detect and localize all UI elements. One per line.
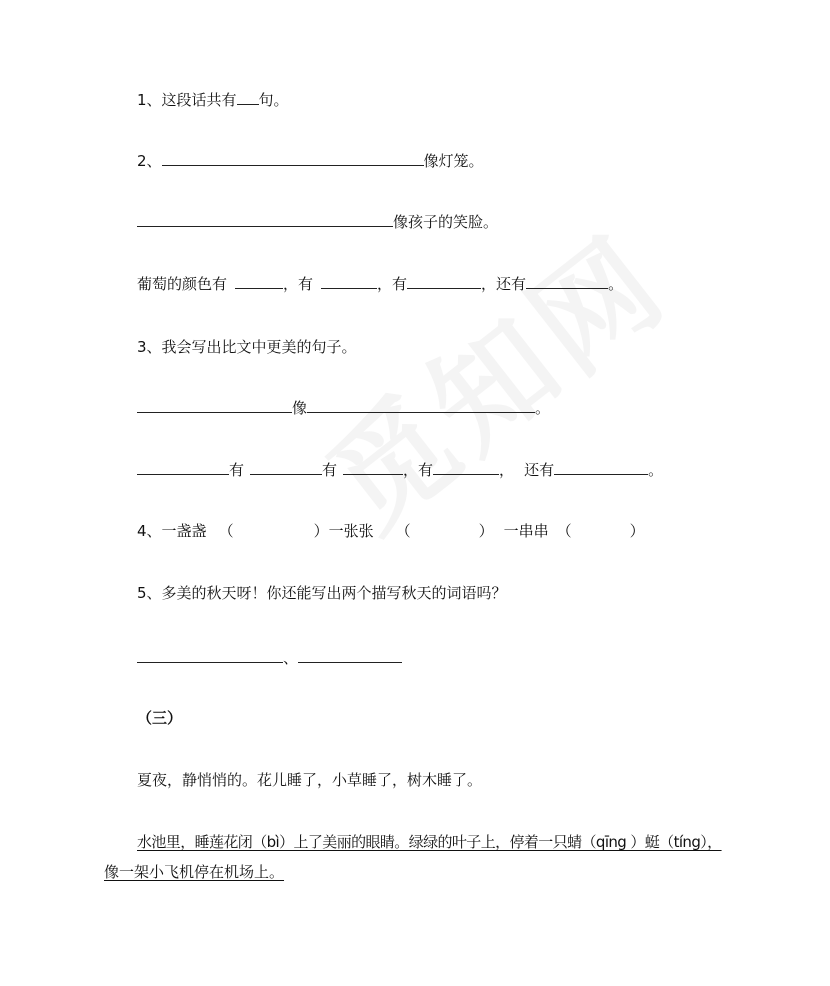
- q5-blank-1[interactable]: [137, 648, 283, 663]
- q3-blank-5[interactable]: [343, 460, 403, 475]
- q3-you-2: 有: [322, 461, 338, 479]
- q3-blank-2[interactable]: [307, 398, 535, 413]
- passage-paragraph-2-line-1: 水池里，睡莲花闭（bì）上了美丽的眼睛。绿绿的叶子上，停着一只蜻（qīng ）蜓（tíng），: [137, 833, 722, 851]
- q3-end: 。: [535, 399, 551, 417]
- grape-colors-line: [137, 274, 623, 294]
- q2-end-2: 像孩子的笑脸。: [393, 213, 499, 231]
- question-5-answers: [137, 648, 402, 668]
- q3-blank-3[interactable]: [137, 460, 229, 475]
- q3-blank-1[interactable]: [137, 398, 292, 413]
- q4-word-1: 一盏盏: [161, 522, 207, 540]
- q3-sep: ，: [499, 461, 515, 479]
- q3-haiyou: 还有: [524, 461, 555, 479]
- q1-text-a: 1、这段话共有: [137, 91, 237, 109]
- grape-blank-3[interactable]: [407, 274, 481, 289]
- grape-t3: ，有: [377, 275, 408, 293]
- q3-xiang: 像: [292, 399, 308, 417]
- q3-you-1: 有: [229, 461, 245, 479]
- q4-lparen-3: （: [556, 522, 572, 540]
- question-5-title: 5、多美的秋天呀！你还能写出两个描写秋天的词语吗？: [137, 584, 507, 602]
- q1-text-b: 句。: [258, 91, 289, 109]
- q5-blank-2[interactable]: [298, 648, 402, 663]
- question-3-title: 3、我会写出比文中更美的句子。: [137, 338, 357, 356]
- q4-word-3: 一串串: [503, 522, 549, 540]
- passage-paragraph-2-line-2: 像一架小飞机停在机场上。: [104, 863, 285, 881]
- q4-rparen-1: ）: [313, 522, 329, 540]
- q4-rparen-2: ）: [478, 522, 494, 540]
- grape-t2: ，有: [283, 275, 314, 293]
- q4-rparen-3: ）: [629, 522, 645, 540]
- question-3-line-2: [137, 460, 663, 480]
- question-2-line-2: [137, 212, 498, 232]
- q3-end-2: 。: [648, 461, 664, 479]
- watermark: [288, 190, 696, 562]
- q3-blank-7[interactable]: [554, 460, 648, 475]
- question-1: [137, 90, 289, 110]
- q4-lparen-2: （: [395, 522, 411, 540]
- q4-word-2: 一张张: [328, 522, 374, 540]
- q2-blank-1[interactable]: [162, 151, 424, 166]
- grape-t1: 葡萄的颜色有: [137, 275, 228, 293]
- q3-you-3: ，有: [403, 461, 434, 479]
- q5-sep: 、: [283, 649, 299, 667]
- q2-number: 2、: [137, 152, 162, 170]
- grape-blank-1[interactable]: [235, 274, 283, 289]
- grape-t4: ，还有: [481, 275, 527, 293]
- q4-number: 4、: [137, 522, 162, 540]
- q1-blank[interactable]: [237, 90, 259, 105]
- grape-t5: 。: [608, 275, 624, 293]
- section-3-heading: （三）: [137, 709, 183, 727]
- question-4: [137, 521, 645, 541]
- q3-blank-4[interactable]: [250, 460, 322, 475]
- q4-lparen-1: （: [218, 522, 234, 540]
- passage-paragraph-1: 夏夜，静悄悄的。花儿睡了，小草睡了，树木睡了。: [137, 771, 483, 789]
- grape-blank-4[interactable]: [526, 274, 608, 289]
- grape-blank-2[interactable]: [321, 274, 377, 289]
- q2-end-1: 像灯笼。: [423, 152, 484, 170]
- question-3-line-1: [137, 398, 550, 418]
- q3-blank-6[interactable]: [433, 460, 499, 475]
- q2-blank-2[interactable]: [137, 212, 393, 227]
- question-2-line-1: [137, 151, 484, 171]
